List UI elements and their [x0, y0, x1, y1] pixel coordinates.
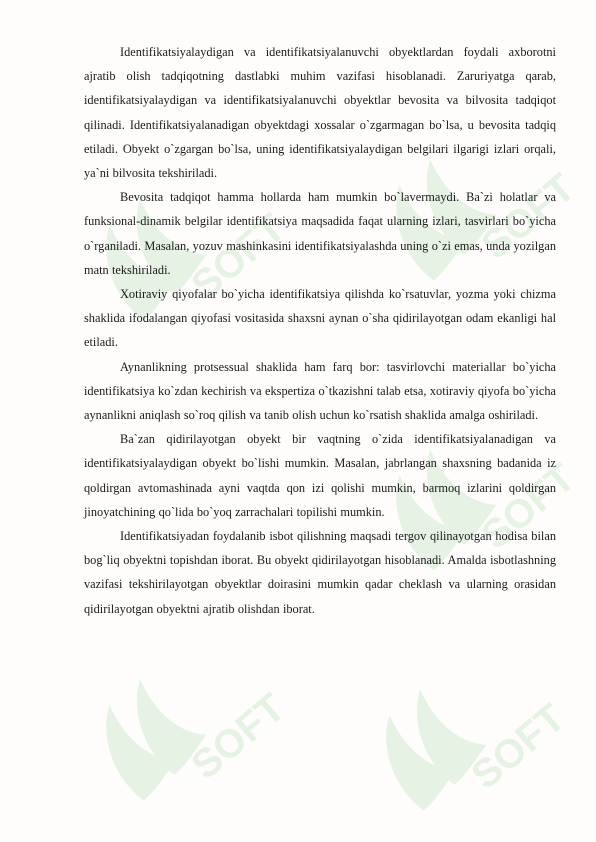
paragraph: Identifikatsiyadan foydalanib isbot qilishning maqsadi tergov qilinayotgan hodisa bilan bog`liq obyektni topishdan iborat. Bu obyekt qidirilayotgan hisoblanadi. Amalda isbotlashning vazifasi tekshirilayotgan obyektlar doirasini mumkin qadar cheklash va ularning orasidan qidirilayotgan obyektni ajratib olishdan iborat.: [84, 529, 556, 616]
paragraph: Xotiraviy qiyofalar bo`yicha identifikatsiya qilishda ko`rsatuvlar, yozma yoki chizma shaklida ifodalangan qiyofasi vositasida shaxsni aynan o`sha qidirilayotgan odam ekanligi hal etiladi.: [84, 287, 556, 350]
body-text: [84, 40, 556, 621]
watermark-logo-icon: [60, 630, 294, 830]
watermark-logo-icon: [340, 640, 574, 840]
svg-text:SOFT: SOFT: [183, 205, 294, 308]
paragraph: Aynanlikning protsessual shaklida ham farq bor: tasvirlovchi materiallar bo`yicha identifikatsiya ko`zdan kechirish va ekspertiza o`tkazishni talab etsa, xotiraviy qiyofa bo`yicha aynanlikni aniqlash so`roq qilish va tanib olish uchun ko`rsatish shaklida amalga oshiriladi.: [84, 359, 556, 423]
paragraph: Bevosita tadqiqot hamma hollarda ham mumkin bo`lavermaydi. Ba`zi holatlar va funksional-dinamik belgilar identifikatsiya maqsadida faqat ularning izlari, tasvirlari bo`yicha o`rganiladi. Masalan, yozuv mashinkasini identifikatsiyalashda uning o`zi emas, unda yozilgan matn tekshiriladi.: [84, 190, 556, 277]
svg-text:SOFT: SOFT: [183, 685, 294, 788]
svg-text:SOFT: SOFT: [463, 695, 574, 798]
paragraph: Identifikatsiyalaydigan va identifikatsiyalanuvchi obyektlardan foydali axborotni ajratib olish tadqiqotning dastlabki muhim vazifasi hisoblanadi. Zaruriyatga qarab, identifikatsiyalaydigan va identifikatsiyalanuvchi obyektlar bevosita va bilvosita tadqiqot qilinadi. Identifikatsiyalanadigan obyektdagi xossalar o`zgarmagan bo`lsa, u bevosita tadqiq etiladi. Obyekt o`zgargan bo`lsa, uning identifikatsiyalaydigan belgilari ilgarigi izlari orqali, ya`ni bilvosita tekshiriladi.: [84, 45, 556, 181]
paragraph: Ba`zan qidirilayotgan obyekt bir vaqtning o`zida identifikatsiyalanadigan va identifikatsiyalaydigan obyekt bo`lishi mumkin. Masalan, jabrlangan shaxsning badanida iz qoldirgan avtomashinada ayni vaqtda qon izi qolishi mumkin, barmoq izlarini qoldirgan jinoyatchining qo`lida bo`yoq zarrachalari topilishi mumkin.: [84, 432, 556, 519]
svg-text:SOFT: SOFT: [473, 455, 584, 558]
svg-text:SOFT: SOFT: [473, 165, 584, 268]
